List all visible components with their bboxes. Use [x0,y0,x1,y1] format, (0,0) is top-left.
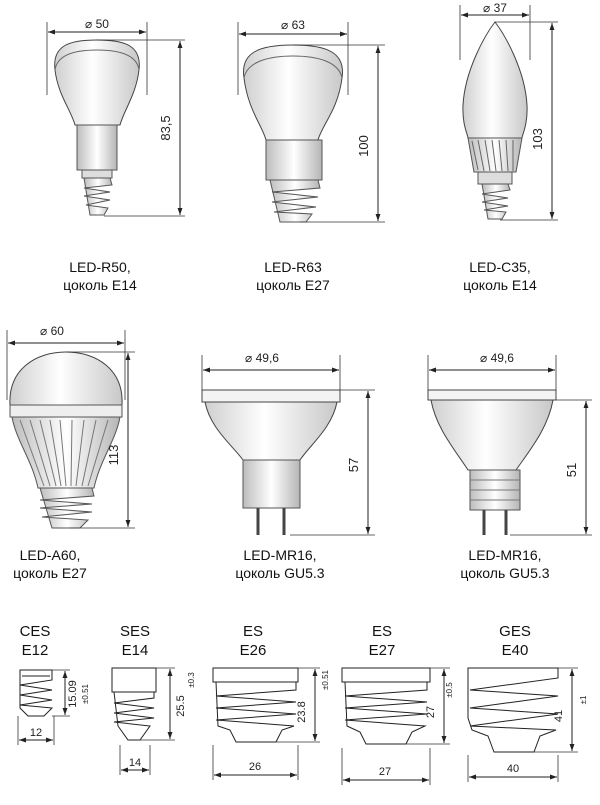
bulb-a60-diameter: ⌀ 60 [40,324,64,338]
socket-e40-caption [490,622,540,660]
socket-e40-width: 40 [506,763,520,775]
bulb-mr16-51-drawing [428,351,592,535]
socket-e40-code: E40 [501,642,529,659]
bulb-a60-caption [0,546,100,582]
socket-e12-drawing [18,670,90,745]
bulb-mr16-57-drawing [202,351,375,535]
bulb-c35-base: цоколь E14 [463,277,537,293]
socket-e26-code: E26 [239,642,267,659]
bulb-mr16-51-caption [440,546,570,582]
socket-e27-type: ES [371,623,392,640]
bulb-a60-base: цоколь E27 [13,565,87,581]
bulb-r63-model: LED-R63 [264,259,322,275]
socket-e14-tolerance: ±0.3 [187,672,196,688]
bulb-mr16-57-diameter: ⌀ 49,6 [245,351,279,365]
socket-e26-caption [228,622,278,660]
socket-e40-type: GES [499,623,531,640]
socket-e26-type: ES [242,623,263,640]
socket-e27-caption [357,622,407,660]
socket-e26-width: 26 [248,761,262,773]
bulb-c35-caption [445,258,555,294]
bulb-r50-base: цоколь E14 [63,277,137,293]
socket-e27-code: E27 [368,642,396,659]
socket-e27-height: 27 [425,705,437,719]
socket-e12-width: 12 [29,727,43,739]
socket-e40-tolerance: ±1 [579,695,588,705]
bulb-mr16-57-caption [215,546,345,582]
socket-e26-height: 23.8 [296,701,308,723]
bulb-mr16-51-diameter: ⌀ 49,6 [480,351,514,365]
socket-e14-caption [110,622,160,660]
socket-e14-drawing [112,668,196,775]
socket-e27-tolerance: ±0.5 [445,682,454,698]
socket-e12-height: 15.09 [67,680,79,708]
bulb-a60-model: LED-A60, [19,547,81,563]
bulb-c35-model: LED-C35, [469,259,531,275]
bulb-mr16-51-base: цоколь GU5.3 [460,565,550,581]
socket-e27-width: 27 [378,766,392,778]
socket-e14-height: 25.5 [175,695,187,717]
bulb-r63-drawing [238,18,385,222]
bulb-c35-height: 103 [530,128,545,150]
socket-e14-width: 14 [128,757,142,769]
bulb-mr16-51-model: LED-MR16, [468,547,542,563]
bulb-r63-height: 100 [356,135,371,157]
bulb-r50-caption [45,258,155,294]
socket-e12-type: CES [19,623,51,640]
bulb-c35-drawing [460,1,558,220]
socket-e26-drawing [213,668,330,780]
socket-e12-tolerance: ±0.51 [81,684,90,704]
socket-e12-code: E12 [21,642,49,659]
bulb-r50-drawing [47,17,185,216]
socket-e12-caption [10,622,60,660]
bulb-mr16-57-height: 57 [346,457,361,473]
bulb-r63-base: цоколь E27 [256,277,330,293]
socket-e40-drawing [468,668,588,782]
bulb-c35-diameter: ⌀ 37 [483,1,507,15]
bulb-r63-diameter: ⌀ 63 [281,18,305,32]
socket-e14-type: SES [119,623,150,640]
bulb-mr16-57-base: цоколь GU5.3 [235,565,325,581]
socket-e14-code: E14 [121,642,149,659]
bulb-a60-height: 113 [106,444,121,466]
bulb-r50-model: LED-R50, [69,259,131,275]
bulb-a60-drawing [7,324,135,528]
socket-e40-height: 41 [553,709,565,723]
bulb-r50-diameter: ⌀ 50 [85,17,109,31]
socket-e27-drawing [342,668,454,785]
socket-e26-tolerance: ±0.51 [321,670,330,690]
bulb-r50-height: 83,5 [158,115,173,141]
bulb-mr16-51-height: 51 [564,462,579,478]
bulb-r63-caption [238,258,348,294]
bulb-mr16-57-model: LED-MR16, [243,547,317,563]
